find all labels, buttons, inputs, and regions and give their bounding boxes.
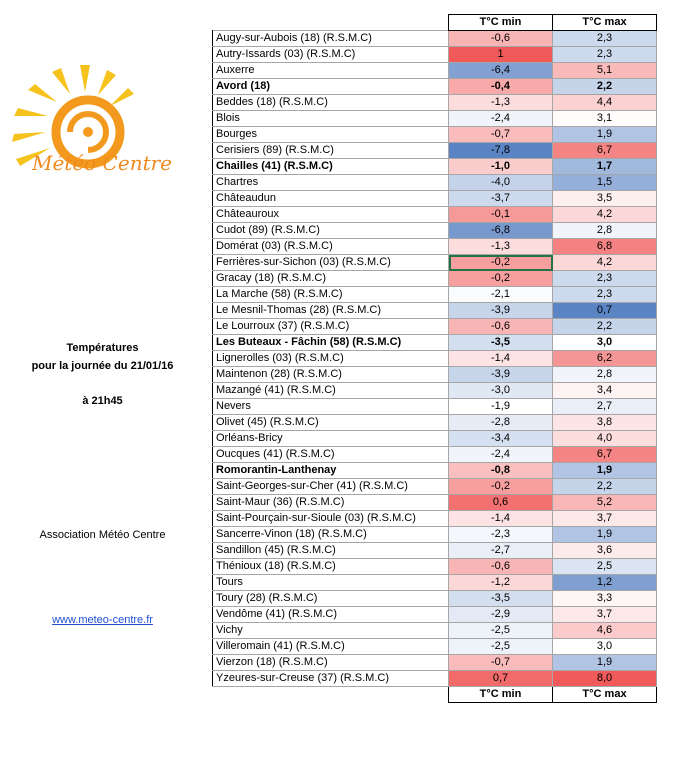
table-row — [213, 319, 657, 335]
table-row — [213, 655, 657, 671]
station-cell[interactable]: Lignerolles (03) (R.S.M.C) — [213, 351, 449, 367]
max-cell[interactable]: 3,6 — [553, 543, 657, 559]
min-cell[interactable]: -2,5 — [449, 639, 553, 655]
station-cell[interactable]: Domérat (03) (R.S.M.C) — [213, 239, 449, 255]
station-cell[interactable]: Saint-Maur (36) (R.S.M.C) — [213, 495, 449, 511]
table-row — [213, 383, 657, 399]
table-row — [213, 511, 657, 527]
max-cell[interactable]: 1,7 — [553, 159, 657, 175]
max-cell[interactable]: 5,1 — [553, 63, 657, 79]
max-cell[interactable]: 5,2 — [553, 495, 657, 511]
station-cell[interactable]: La Marche (58) (R.S.M.C) — [213, 287, 449, 303]
table-row — [213, 607, 657, 623]
station-cell[interactable]: Ferrières-sur-Sichon (03) (R.S.M.C) — [213, 255, 449, 271]
table-row — [213, 207, 657, 223]
min-cell[interactable]: -1,0 — [449, 159, 553, 175]
max-cell[interactable]: 1,9 — [553, 463, 657, 479]
table-row — [213, 575, 657, 591]
max-cell[interactable]: 3,8 — [553, 415, 657, 431]
max-cell[interactable]: 1,9 — [553, 127, 657, 143]
min-cell[interactable]: -1,3 — [449, 95, 553, 111]
header-max[interactable]: T°C max — [553, 15, 657, 31]
min-cell[interactable]: -4,0 — [449, 175, 553, 191]
min-cell[interactable]: 0,6 — [449, 495, 553, 511]
summary-date: pour la journée du 21/01/16 — [31, 360, 174, 372]
table-row — [213, 543, 657, 559]
summary-time: à 21h45 — [82, 395, 123, 407]
table-row — [213, 175, 657, 191]
station-cell[interactable]: Autry-Issards (03) (R.S.M.C) — [213, 47, 449, 63]
min-cell[interactable]: -2,8 — [449, 415, 553, 431]
table-row — [213, 95, 657, 111]
max-cell[interactable]: 2,2 — [553, 479, 657, 495]
station-cell[interactable]: Tours — [213, 575, 449, 591]
max-cell[interactable]: 1,9 — [553, 527, 657, 543]
min-cell[interactable]: -2,5 — [449, 623, 553, 639]
station-cell[interactable]: Cerisiers (89) (R.S.M.C) — [213, 143, 449, 159]
min-cell[interactable]: -2,4 — [449, 111, 553, 127]
station-cell[interactable]: Vendôme (41) (R.S.M.C) — [213, 607, 449, 623]
table-row — [213, 479, 657, 495]
table-row — [213, 127, 657, 143]
max-cell[interactable]: 4,6 — [553, 623, 657, 639]
min-cell[interactable]: -2,7 — [449, 543, 553, 559]
station-cell[interactable]: Châteauroux — [213, 207, 449, 223]
table-row — [213, 63, 657, 79]
max-cell[interactable]: 4,0 — [553, 431, 657, 447]
station-cell[interactable]: Châteaudun — [213, 191, 449, 207]
min-cell[interactable]: -2,9 — [449, 607, 553, 623]
table-row — [213, 527, 657, 543]
max-cell[interactable]: 0,7 — [553, 303, 657, 319]
min-cell[interactable]: -2,1 — [449, 287, 553, 303]
max-cell[interactable]: 6,8 — [553, 239, 657, 255]
max-cell[interactable]: 1,2 — [553, 575, 657, 591]
max-cell[interactable]: 2,3 — [553, 287, 657, 303]
summary-title: Températures — [66, 342, 139, 354]
station-cell[interactable]: Oucques (41) (R.S.M.C) — [213, 447, 449, 463]
station-cell[interactable]: Romorantin-Lanthenay — [213, 463, 449, 479]
min-cell[interactable]: -0,1 — [449, 207, 553, 223]
max-cell[interactable]: 3,0 — [553, 639, 657, 655]
min-cell[interactable]: -0,2 — [449, 479, 553, 495]
min-cell[interactable]: -1,9 — [449, 399, 553, 415]
station-cell[interactable]: Avord (18) — [213, 79, 449, 95]
temperature-table — [212, 14, 657, 703]
max-cell[interactable]: 3,3 — [553, 591, 657, 607]
footer-row — [213, 687, 657, 703]
max-cell[interactable]: 2,2 — [553, 79, 657, 95]
meteo-centre-logo — [10, 60, 195, 200]
station-cell[interactable]: Auxerre — [213, 63, 449, 79]
station-cell[interactable]: Chartres — [213, 175, 449, 191]
table-row — [213, 79, 657, 95]
station-cell[interactable]: Gracay (18) (R.S.M.C) — [213, 271, 449, 287]
table-row — [213, 639, 657, 655]
footer-min[interactable]: T°C min — [449, 687, 553, 703]
table-row — [213, 495, 657, 511]
station-cell[interactable]: Orléans-Bricy — [213, 431, 449, 447]
max-cell[interactable]: 1,9 — [553, 655, 657, 671]
min-cell[interactable]: -0,6 — [449, 31, 553, 47]
max-cell[interactable]: 3,5 — [553, 191, 657, 207]
max-cell[interactable]: 6,7 — [553, 143, 657, 159]
station-cell[interactable]: Le Lourroux (37) (R.S.M.C) — [213, 319, 449, 335]
station-cell[interactable]: Blois — [213, 111, 449, 127]
max-cell[interactable]: 3,4 — [553, 383, 657, 399]
table-row — [213, 335, 657, 351]
min-cell[interactable]: -0,2 — [449, 271, 553, 287]
table-row — [213, 143, 657, 159]
website-link[interactable]: www.meteo-centre.fr — [52, 614, 153, 626]
min-cell[interactable]: -3,5 — [449, 591, 553, 607]
station-cell[interactable]: Chailles (41) (R.S.M.C) — [213, 159, 449, 175]
min-cell[interactable]: -3,5 — [449, 335, 553, 351]
min-cell[interactable]: -6,8 — [449, 223, 553, 239]
table-body — [213, 31, 657, 687]
max-cell[interactable]: 2,8 — [553, 223, 657, 239]
table-row — [213, 255, 657, 271]
station-cell[interactable]: Thénioux (18) (R.S.M.C) — [213, 559, 449, 575]
station-cell[interactable]: Le Mesnil-Thomas (28) (R.S.M.C) — [213, 303, 449, 319]
max-cell[interactable]: 2,3 — [553, 31, 657, 47]
footer-max[interactable]: T°C max — [553, 687, 657, 703]
min-cell[interactable]: -0,6 — [449, 319, 553, 335]
table-row — [213, 223, 657, 239]
min-cell[interactable]: -7,8 — [449, 143, 553, 159]
max-cell[interactable]: 2,3 — [553, 47, 657, 63]
station-cell[interactable]: Beddes (18) (R.S.M.C) — [213, 95, 449, 111]
station-cell[interactable]: Bourges — [213, 127, 449, 143]
station-cell[interactable]: Maintenon (28) (R.S.M.C) — [213, 367, 449, 383]
min-cell[interactable]: 0,7 — [449, 671, 553, 687]
association-name: Association Météo Centre — [39, 529, 166, 541]
station-cell[interactable]: Toury (28) (R.S.M.C) — [213, 591, 449, 607]
min-cell[interactable]: -0,7 — [449, 655, 553, 671]
footer-blank — [213, 687, 449, 703]
station-cell[interactable]: Olivet (45) (R.S.M.C) — [213, 415, 449, 431]
table-row — [213, 47, 657, 63]
min-cell[interactable]: -2,4 — [449, 447, 553, 463]
station-cell[interactable]: Vierzon (18) (R.S.M.C) — [213, 655, 449, 671]
table-row — [213, 191, 657, 207]
station-cell[interactable]: Villeromain (41) (R.S.M.C) — [213, 639, 449, 655]
max-cell[interactable]: 3,7 — [553, 511, 657, 527]
max-cell[interactable]: 2,5 — [553, 559, 657, 575]
table-row — [213, 111, 657, 127]
max-cell[interactable]: 4,2 — [553, 255, 657, 271]
station-cell[interactable]: Sandillon (45) (R.S.M.C) — [213, 543, 449, 559]
min-cell[interactable]: -3,7 — [449, 191, 553, 207]
max-cell[interactable]: 6,2 — [553, 351, 657, 367]
min-cell[interactable]: -3,9 — [449, 367, 553, 383]
max-cell[interactable]: 3,1 — [553, 111, 657, 127]
table-row — [213, 351, 657, 367]
table-row — [213, 623, 657, 639]
header-row — [213, 15, 657, 31]
station-cell[interactable]: Mazangé (41) (R.S.M.C) — [213, 383, 449, 399]
min-cell[interactable]: -0,7 — [449, 127, 553, 143]
table-row — [213, 367, 657, 383]
table-row — [213, 399, 657, 415]
min-cell[interactable]: -1,2 — [449, 575, 553, 591]
station-cell[interactable]: Nevers — [213, 399, 449, 415]
logo-text: Météo Centre — [31, 151, 173, 175]
max-cell[interactable]: 4,4 — [553, 95, 657, 111]
station-cell[interactable]: Cudot (89) (R.S.M.C) — [213, 223, 449, 239]
min-cell[interactable]: -0,4 — [449, 79, 553, 95]
min-cell[interactable]: -0,6 — [449, 559, 553, 575]
station-cell[interactable]: Vichy — [213, 623, 449, 639]
min-cell[interactable]: -3,0 — [449, 383, 553, 399]
table-row — [213, 287, 657, 303]
max-cell[interactable]: 4,2 — [553, 207, 657, 223]
max-cell[interactable]: 2,7 — [553, 399, 657, 415]
table-row — [213, 159, 657, 175]
station-cell[interactable]: Les Buteaux - Fâchin (58) (R.S.M.C) — [213, 335, 449, 351]
min-cell[interactable]: -1,4 — [449, 351, 553, 367]
table-row — [213, 591, 657, 607]
station-cell[interactable]: Saint-Pourçain-sur-Sioule (03) (R.S.M.C) — [213, 511, 449, 527]
min-cell[interactable]: -1,4 — [449, 511, 553, 527]
min-cell[interactable]: -3,4 — [449, 431, 553, 447]
max-cell[interactable]: 3,0 — [553, 335, 657, 351]
station-cell[interactable]: Augy-sur-Aubois (18) (R.S.M.C) — [213, 31, 449, 47]
header-min[interactable]: T°C min — [449, 15, 553, 31]
max-cell[interactable]: 1,5 — [553, 175, 657, 191]
max-cell[interactable]: 2,2 — [553, 319, 657, 335]
table-row — [213, 271, 657, 287]
min-cell[interactable]: -3,9 — [449, 303, 553, 319]
min-cell[interactable]: -0,2 — [449, 255, 553, 271]
station-cell[interactable]: Sancerre-Vinon (18) (R.S.M.C) — [213, 527, 449, 543]
table-row — [213, 559, 657, 575]
header-blank — [213, 15, 449, 31]
max-cell[interactable]: 2,8 — [553, 367, 657, 383]
table-row — [213, 239, 657, 255]
table-row — [213, 31, 657, 47]
min-cell[interactable]: -1,3 — [449, 239, 553, 255]
table-row — [213, 447, 657, 463]
max-cell[interactable]: 2,3 — [553, 271, 657, 287]
min-cell[interactable]: 1 — [449, 47, 553, 63]
table-row — [213, 431, 657, 447]
table-row — [213, 671, 657, 687]
max-cell[interactable]: 3,7 — [553, 607, 657, 623]
min-cell[interactable]: -0,8 — [449, 463, 553, 479]
station-cell[interactable]: Saint-Georges-sur-Cher (41) (R.S.M.C) — [213, 479, 449, 495]
table-row — [213, 463, 657, 479]
table-row — [213, 415, 657, 431]
table-row — [213, 303, 657, 319]
station-cell[interactable]: Yzeures-sur-Creuse (37) (R.S.M.C) — [213, 671, 449, 687]
min-cell[interactable]: -2,3 — [449, 527, 553, 543]
max-cell[interactable]: 8,0 — [553, 671, 657, 687]
min-cell[interactable]: -6,4 — [449, 63, 553, 79]
max-cell[interactable]: 6,7 — [553, 447, 657, 463]
